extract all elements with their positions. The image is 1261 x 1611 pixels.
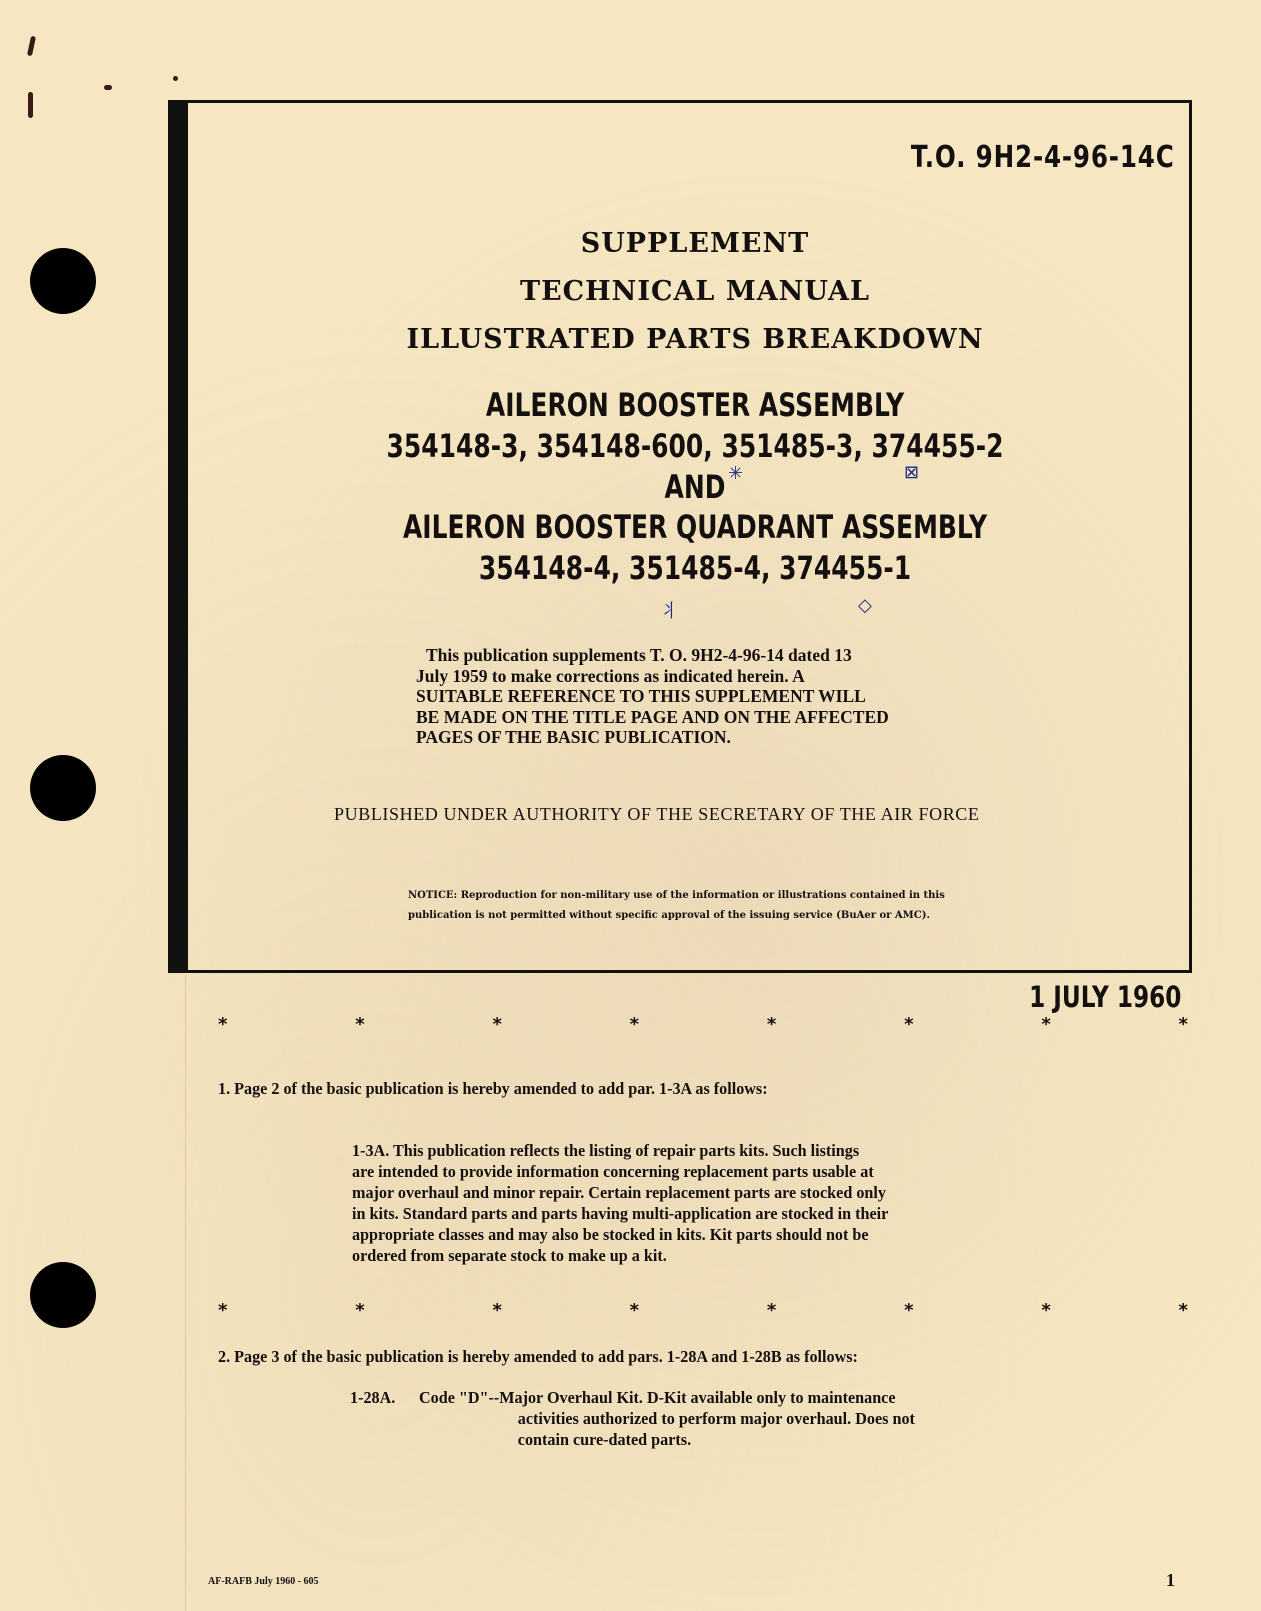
reproduction-notice: NOTICE: Reproduction for non-military use of the information or illustrations contained in this publication is not permitted without specific approval of the issuing service (BuAer or AMC). (408, 890, 945, 921)
assembly-1-title: AILERON BOOSTER ASSEMBLY (485, 386, 905, 424)
binder-hole-bottom (30, 1262, 96, 1328)
handwritten-asterisk: ✳ (728, 463, 744, 484)
printer-imprint: AF-RAFB July 1960 - 605 (208, 1576, 319, 1587)
to-number: T.O. 9H2-4-96-14C (911, 140, 1175, 175)
amendment-1-heading: 1. Page 2 of the basic publication is hereby amended to add par. 1-3A as follows: (218, 1079, 768, 1098)
handwritten-box: ⊠ (904, 462, 920, 483)
page-number: 1 (1166, 1570, 1175, 1590)
assembly-1-parts: 354148-3, 354148-600, 351485-3, 374455-2 (386, 427, 1004, 465)
binder-hole-middle (30, 755, 96, 821)
amendment-2-heading: 2. Page 3 of the basic publication is hereby amended to add pars. 1-28A and 1-28B as follows: (218, 1347, 858, 1366)
title-supplement: SUPPLEMENT (580, 228, 810, 259)
paragraph-1-28a-label: 1-28A. (350, 1388, 396, 1407)
paragraph-1-3a: 1-3A. This publication reflects the listing of repair parts kits. Such listings are intended to provide information concerning replacement parts usable at major overhaul and minor repair. Certain replacement parts are stocked only in kits. Standard parts and parts having multi-application are stocked in their appropriate classes and may also be stocked in kits. Kit parts should not be ordered from separate stock to make up a kit. (352, 1141, 889, 1265)
handwritten-mark: ⺦ (660, 601, 678, 622)
ink-mark (173, 76, 178, 81)
conjunction: AND (664, 468, 726, 506)
paragraph-1-28a: Code "D"--Major Overhaul Kit. D-Kit available only to maintenance activities authorized to perform major overhaul. Does not contain cure-dated parts. (419, 1388, 915, 1449)
title-parts-breakdown: ILLUSTRATED PARTS BREAKDOWN (406, 324, 984, 355)
title-technical-manual: TECHNICAL MANUAL (520, 276, 870, 307)
publication-date: 1 JULY 1960 (1028, 980, 1181, 1014)
assembly-2-title: AILERON BOOSTER QUADRANT ASSEMBLY (402, 508, 988, 546)
page-edge-line (185, 975, 186, 1611)
handwritten-box: ◇ (858, 595, 872, 616)
intro-paragraph: This publication supplements T. O. 9H2-4-96-14 dated 13 July 1959 to make corrections as indicated herein. A SUITABLE REFERENCE TO THIS SUPPLEMENT WILL BE MADE ON THE TITLE PAGE AND ON THE AFFECTED PAGES OF THE BASIC PUBLICATION. (416, 645, 889, 747)
ink-mark (104, 85, 112, 90)
ink-mark (28, 92, 33, 118)
section-separator: * * * * * * * * (218, 1300, 1188, 1321)
authority-statement: PUBLISHED UNDER AUTHORITY OF THE SECRETARY OF THE AIR FORCE (334, 804, 980, 824)
ink-mark (27, 36, 36, 57)
section-separator: * * * * * * * * (218, 1014, 1188, 1035)
assembly-2-parts: 354148-4, 351485-4, 374455-1 (478, 549, 912, 587)
